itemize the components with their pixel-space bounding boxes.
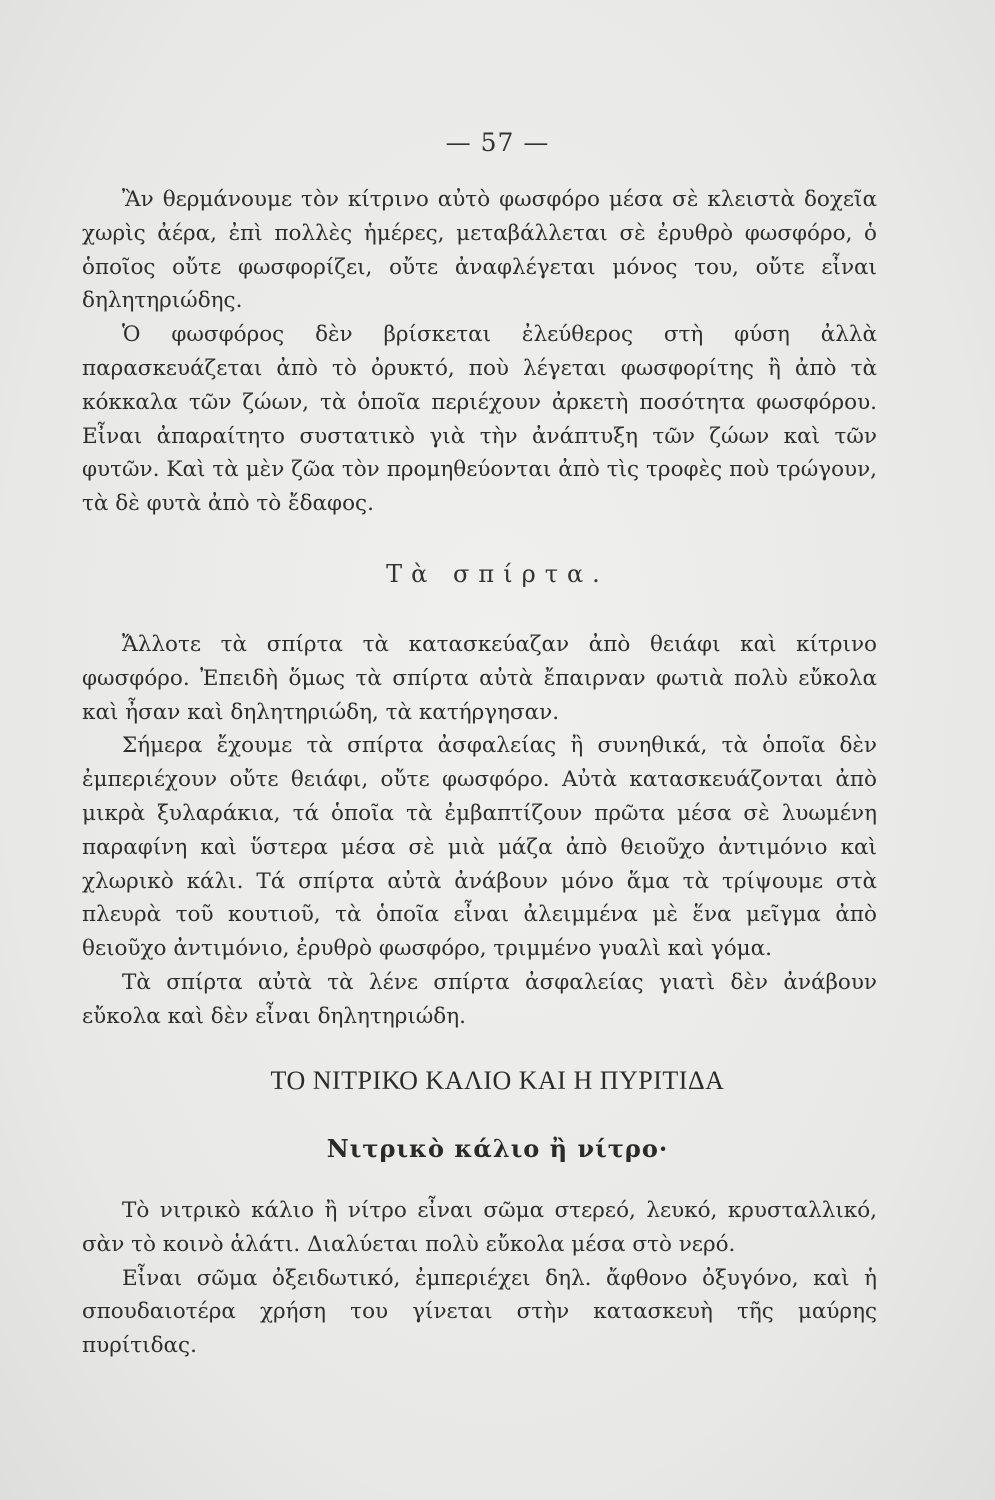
- paragraph: Ἂν θερμάνουμε τὸν κίτρινο αὐτὸ φωσφόρο μέσα σὲ κλειστὰ δοχεῖα χωρὶς ἀέρα, ἐπὶ πολλὲς ἡμέρες, μεταβάλλεται σὲ ἐρυθρὸ φωσφόρο, ὁ ὁποῖος οὔτε φωσφορίζει, οὔτε ἀναφλέγεται μόνος του, οὔτε εἶναι δηλητηριώδης.: [82, 187, 877, 314]
- matches-text-block: [82, 628, 877, 1034]
- paragraph: Εἶναι σῶμα ὀξειδωτικό, ἐμπεριέχει δηλ. ἄφθονο ὀξυγόνο, καὶ ἡ σπουδαιοτέρα χρήση του γίνεται στὴν κατασκευὴ τῆς μαύρης πυρίτιδας.: [82, 1265, 877, 1359]
- chapter-heading: ΤΟ ΝΙΤΡΙΚΟ ΚΑΛΙΟ ΚΑΙ Η ΠΥΡΙΤΙΔΑ: [270, 1066, 725, 1095]
- phosphorus-text-block: [82, 183, 877, 521]
- paragraph: Τὸ νιτρικὸ κάλιο ἢ νίτρο εἶναι σῶμα στερεό, λευκό, κρυσταλλικό, σὰν τὸ κοινὸ ἁλάτι. Διαλύεται πολὺ εὔκολα μέσα στὸ νερό.: [82, 1198, 877, 1257]
- page-number: — 57 —: [445, 128, 550, 157]
- matches-heading: Τὰ σπίρτα.: [386, 560, 609, 588]
- nitre-text-block: [82, 1194, 877, 1363]
- paragraph: Τὰ σπίρτα αὐτὰ τὰ λένε σπίρτα ἀσφαλείας γιατὶ δὲν ἀνάβουν εὔκολα καὶ δὲν εἶναι δηλητηριώδη.: [82, 969, 877, 1029]
- paragraph: Σήμερα ἔχουμε τὰ σπίρτα ἀσφαλείας ἢ συνηθικά, τὰ ὁποῖα δὲν ἐμπεριέχουν οὔτε θειάφι, οὔτε φωσφόρο. Αὐτὰ κατασκευάζονται ἀπὸ μικρὰ ξυλαράκια, τά ὁποῖα τὰ ἐμβαπτίζουν πρῶτα μέσα σὲ λυωμένη παραφίνη καὶ ὕστερα μέσα σὲ μιὰ μάζα ἀπὸ θειοῦχο ἀντιμόνιο καὶ χλωρικὸ κάλι. Τά σπίρτα αὐτὰ ἀνάβουν μόνο ἅμα τὰ τρίψουμε στὰ πλευρὰ τοῦ κουτιοῦ, τὰ ὁποῖα εἶναι ἀλειμμένα μὲ ἕνα μεῖγμα ἀπὸ θειοῦχο ἀντιμόνιο, ἐρυθρὸ φωσφόρο, τριμμένο γυαλὶ καὶ γόμα.: [82, 733, 877, 962]
- nitre-heading: Νιτρικὸ κάλιο ἢ νίτρο·: [326, 1134, 669, 1163]
- paragraph: Ἄλλοτε τὰ σπίρτα τὰ κατασκεύαζαν ἀπὸ θειάφι καὶ κίτρινο φωσφόρο. Ἐπειδὴ ὅμως τὰ σπίρτα αὐτὰ ἔπαιρναν φωτιὰ πολὺ εὔκολα καὶ ἦσαν καὶ δηλητηριώδη, τὰ κατήργησαν.: [82, 632, 877, 725]
- paragraph: Ὁ φωσφόρος δὲν βρίσκεται ἐλεύθερος στὴ φύση ἀλλὰ παρασκευάζεται ἀπὸ τὸ ὀρυκτό, ποὺ λέγεται φωσφορίτης ἢ ἀπὸ τὰ κόκκαλα τῶν ζώων, τὰ ὁποῖα περιέχουν ἀρκετὴ ποσότητα φωσφόρου. Εἶναι ἀπαραίτητο συστατικὸ γιὰ τὴν ἀνάπτυξη τῶν ζώων καὶ τῶν φυτῶν. Καὶ τὰ μὲν ζῶα τὸν προμηθεύονται ἀπὸ τὶς τροφὲς ποὺ τρώγουν, τὰ δὲ φυτὰ ἀπὸ τὸ ἔδαφος.: [82, 322, 877, 517]
